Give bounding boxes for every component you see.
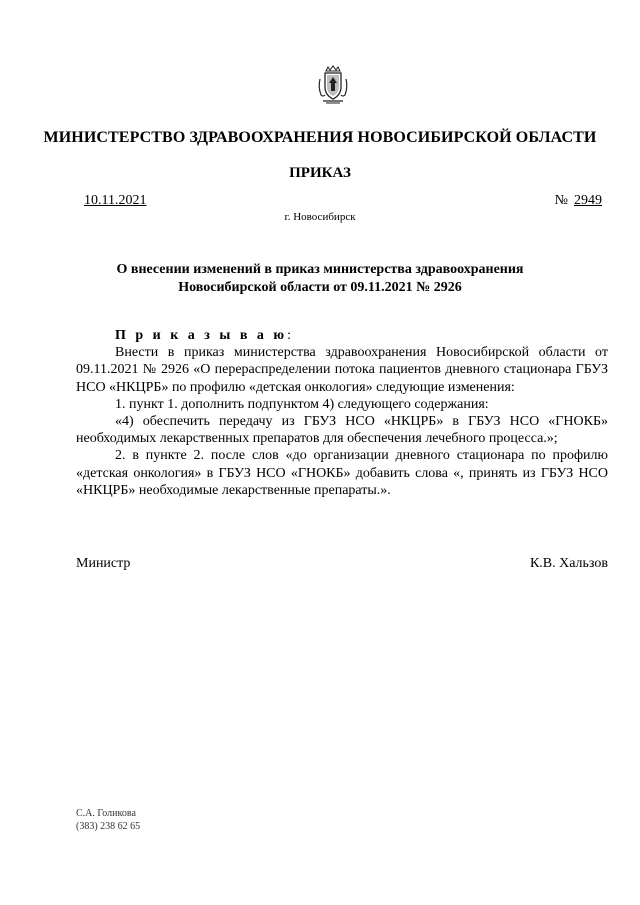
coat-of-arms-icon: [317, 65, 349, 105]
order-date: 10.11.2021: [84, 193, 147, 208]
order-word: П р и к а з ы в а ю: [115, 328, 288, 343]
signature-title: Министр: [76, 556, 131, 571]
contact-phone: (383) 238 62 65: [76, 820, 141, 832]
order-heading: [76, 327, 608, 344]
contact-info: [76, 808, 140, 833]
city: г. Новосибирск: [284, 211, 356, 223]
body-paragraph-2: 1. пункт 1. дополнить подпунктом 4) следующего содержания:: [115, 396, 489, 412]
signature-name: К.В. Хальзов: [529, 556, 608, 571]
document-type: ПРИКАЗ: [289, 165, 351, 181]
subject-line-2: Новосибирской области от 09.11.2021 № 2926: [178, 280, 462, 295]
body-paragraph-1: Внести в приказ министерства здравоохранения Новосибирской области от 09.11.2021 № 2926 «О перераспределении потока пациентов дневного стационара ГБУЗ НСО «НКЦРБ» по профилю «детская онкология» следующие изменения:: [76, 345, 608, 395]
body-paragraph-4: 2. в пункте 2. после слов «до организации дневного стационара по профилю «детская онкология» в ГБУЗ НСО «ГНОКБ» добавить слова «, принять из ГБУЗ НСО «НКЦРБ» необходимые лекарственные препараты.».: [76, 448, 608, 498]
order-colon: :: [287, 328, 292, 343]
contact-name: С.А. Голикова: [76, 808, 136, 819]
order-body: [76, 327, 608, 499]
subject-line-1: О внесении изменений в приказ министерства здравоохранения: [116, 262, 524, 277]
body-paragraph-3: «4) обеспечить передачу из ГБУЗ НСО «НКЦРБ» в ГБУЗ НСО «ГНОКБ» необходимых лекарственных препаратов для обеспечения лечебного процесса.»;: [76, 414, 608, 447]
order-number: 2949: [574, 193, 602, 208]
number-sign: №: [554, 193, 568, 208]
order-number-block: [555, 193, 602, 209]
order-subject: [60, 261, 580, 297]
ministry-name: МИНИСТЕРСТВО ЗДРАВООХРАНЕНИЯ НОВОСИБИРСКОЙ ОБЛАСТИ: [43, 129, 597, 146]
